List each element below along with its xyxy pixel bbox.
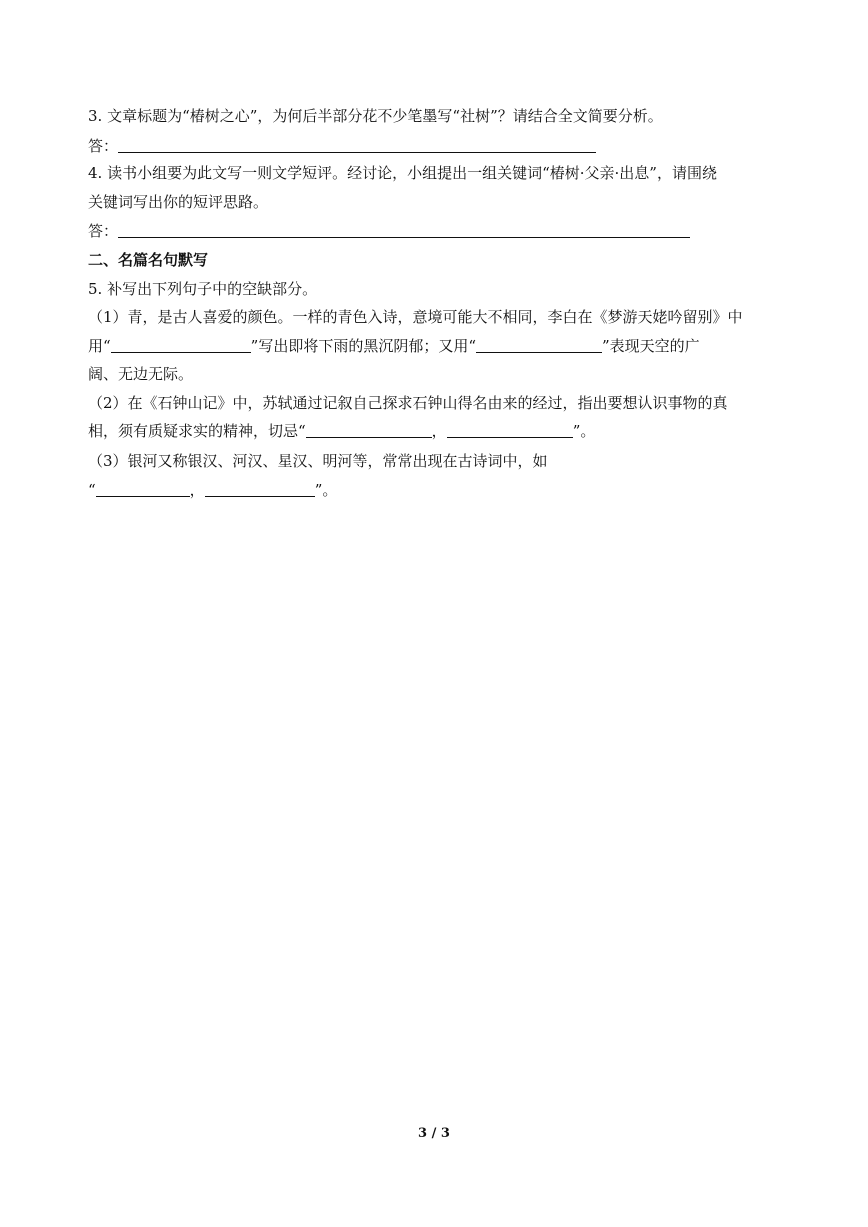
item-1-text-c: ”表现天空的广 <box>602 337 700 355</box>
fill-blank[interactable] <box>476 338 602 353</box>
item-2-text-c: ”。 <box>572 422 596 440</box>
item-2-line1: （2）在《石钟山记》中，苏轼通过记叙自己探求石钟山得名由来的经过，指出要想认识事物的真 <box>88 394 728 412</box>
item-3-text-b: ， <box>189 481 205 499</box>
question-3-text: 3. 文章标题为“椿树之心”，为何后半部分花不少笔墨写“社树”？请结合全文简要分析。 <box>88 107 663 125</box>
question-5-intro: 5. 补写出下列句子中的空缺部分。 <box>88 280 318 298</box>
item-1-text-b: ”写出即将下雨的黑沉阴郁；又用“ <box>250 337 477 355</box>
item-3-line2 <box>88 480 337 500</box>
answer-blank[interactable] <box>118 138 596 153</box>
item-1-line2 <box>88 336 700 356</box>
item-3-text-a: “ <box>88 481 96 499</box>
question-3-answer-line <box>88 136 596 156</box>
answer-blank[interactable] <box>118 223 690 238</box>
item-3-text-c: ”。 <box>314 481 338 499</box>
item-1-text-a: 用“ <box>88 337 111 355</box>
question-4-text-line2: 关键词写出你的短评思路。 <box>88 193 269 211</box>
answer-label: 答： <box>88 222 119 240</box>
question-4-answer-line <box>88 221 690 241</box>
item-3-line1: （3）银河又称银汉、河汉、星汉、明河等，常常出现在古诗词中，如 <box>88 452 548 470</box>
fill-blank[interactable] <box>96 482 190 497</box>
page-number: 3 / 3 <box>418 1126 450 1141</box>
item-2-text-a: 相，须有质疑求实的精神，切忌“ <box>88 422 306 440</box>
fill-blank[interactable] <box>111 338 251 353</box>
fill-blank[interactable] <box>306 423 432 438</box>
question-4-text-line1: 4. 读书小组要为此文写一则文学短评。经讨论，小组提出一组关键词“椿树·父亲·出息”，请围绕 <box>88 164 717 182</box>
item-1-line1: （1）青，是古人喜爱的颜色。一样的青色入诗，意境可能大不相同，李白在《梦游天姥吟留别》中 <box>88 308 743 326</box>
fill-blank[interactable] <box>447 423 573 438</box>
fill-blank[interactable] <box>205 482 315 497</box>
item-2-line2 <box>88 421 595 441</box>
item-1-line3: 阔、无边无际。 <box>88 365 194 383</box>
item-2-text-b: ， <box>431 422 447 440</box>
answer-label: 答： <box>88 137 119 155</box>
section-heading: 二、名篇名句默写 <box>88 251 209 269</box>
